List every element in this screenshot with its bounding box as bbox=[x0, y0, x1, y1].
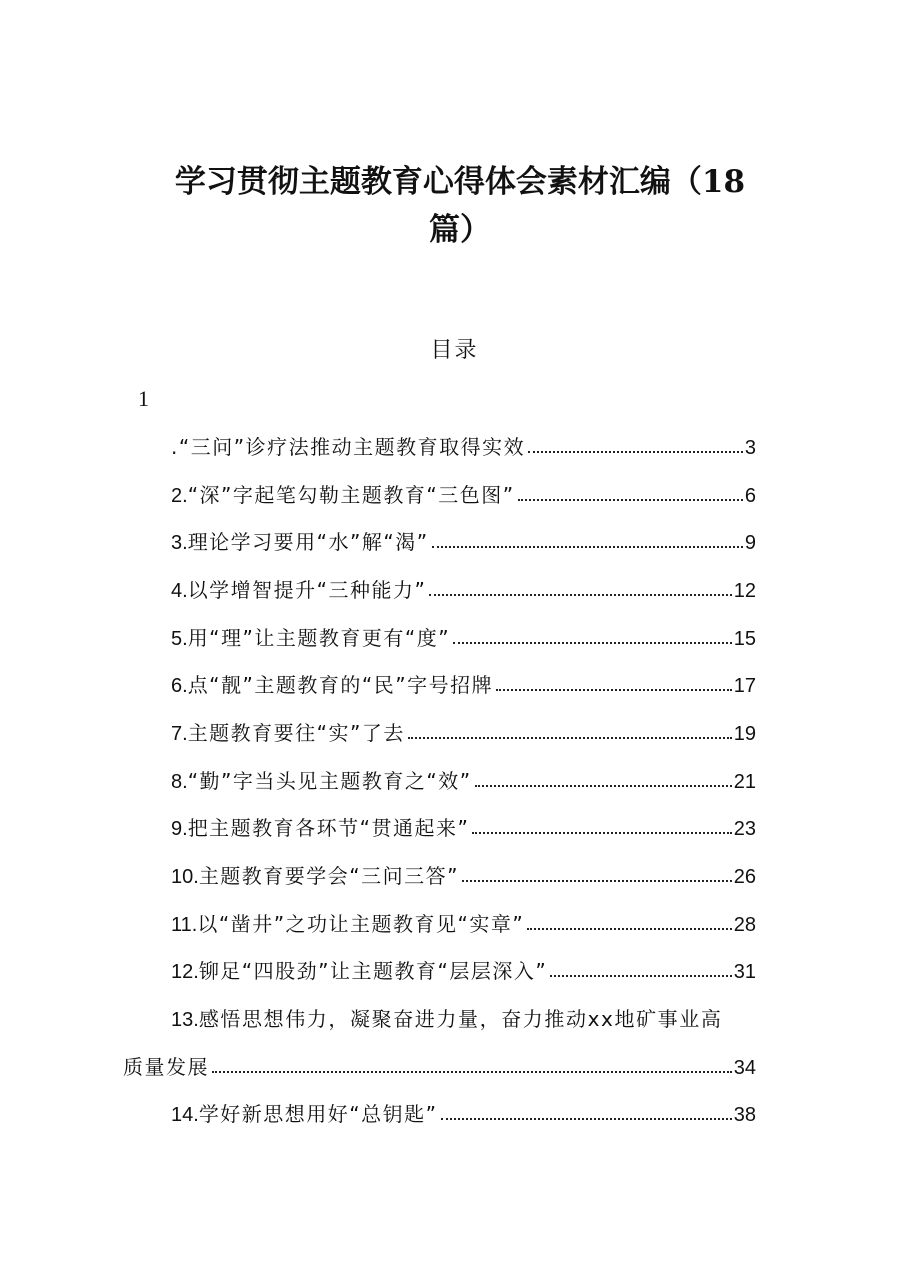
toc-entry-title: 学好新思想用好“总钥匙” bbox=[198, 1102, 438, 1126]
toc-entry-page: 9 bbox=[744, 532, 756, 554]
toc-entry-number: 2. bbox=[171, 485, 188, 507]
toc-entry-page: 31 bbox=[733, 961, 756, 983]
toc-entry-title: 点“靓”主题教育的“民”字号招牌 bbox=[187, 673, 494, 697]
toc-entry-number: 7. bbox=[171, 723, 188, 745]
toc-entry-8[interactable] bbox=[171, 766, 756, 796]
toc-entry-number: 4. bbox=[171, 580, 188, 602]
toc-leader-dots bbox=[527, 924, 731, 930]
toc-entry-2[interactable] bbox=[171, 480, 756, 510]
toc-leader-dots bbox=[518, 495, 743, 501]
toc-entry-6[interactable] bbox=[171, 670, 756, 700]
toc-entry-title: 用“理”让主题教育更有“度” bbox=[187, 626, 451, 650]
toc-entry-13-line-2[interactable] bbox=[123, 1052, 756, 1082]
toc-entry-title: 铆足“四股劲”让主题教育“层层深入” bbox=[198, 959, 548, 983]
toc-entry-11[interactable] bbox=[171, 909, 756, 939]
toc-entry-title: 以学增智提升“三种能力” bbox=[187, 578, 427, 602]
toc-entry-page: 23 bbox=[733, 818, 756, 840]
toc-entry-title-continued: 质量发展 bbox=[123, 1055, 209, 1079]
toc-entry-page: 15 bbox=[733, 628, 756, 650]
stray-number: 1 bbox=[138, 386, 149, 411]
toc-entry-number: 10. bbox=[171, 866, 199, 888]
toc-entry-title: 主题教育要往“实”了去 bbox=[187, 721, 405, 745]
toc-leader-dots bbox=[408, 733, 732, 739]
toc-entry-number: 5. bbox=[171, 628, 188, 650]
toc-entry-10[interactable] bbox=[171, 861, 756, 891]
toc-entry-page: 19 bbox=[733, 723, 756, 745]
toc-heading: 目录 bbox=[430, 338, 479, 363]
toc-entry-page: 38 bbox=[733, 1104, 756, 1126]
toc-entry-page: 6 bbox=[744, 485, 756, 507]
toc-entry-12[interactable] bbox=[171, 956, 756, 986]
toc-entry-title: 把主题教育各环节“贯通起来” bbox=[187, 816, 470, 840]
toc-entry-3[interactable] bbox=[171, 527, 756, 557]
toc-entry-number: 12. bbox=[171, 961, 199, 983]
toc-entry-number: 3. bbox=[171, 532, 188, 554]
toc-entry-title: 理论学习要用“水”解“渴” bbox=[187, 530, 429, 554]
toc-entry-title: .“三问”诊疗法推动主题教育取得实效 bbox=[171, 435, 526, 459]
toc-leader-dots bbox=[528, 447, 743, 453]
toc-leader-dots bbox=[475, 781, 732, 787]
toc-entry-page: 12 bbox=[733, 580, 756, 602]
toc-leader-dots bbox=[441, 1114, 732, 1120]
toc-entry-title: 主题教育要学会“三问三答” bbox=[198, 864, 460, 888]
toc-leader-dots bbox=[462, 876, 732, 882]
toc-entry-7[interactable] bbox=[171, 718, 756, 748]
toc-entry-9[interactable] bbox=[171, 813, 756, 843]
toc-entry-number: 9. bbox=[171, 818, 188, 840]
toc-entry-5[interactable] bbox=[171, 623, 756, 653]
toc-leader-dots bbox=[432, 542, 743, 548]
toc-entry-page: 28 bbox=[733, 914, 756, 936]
toc-entry-13-line-1[interactable] bbox=[171, 1004, 722, 1035]
toc-entry-14[interactable] bbox=[171, 1099, 756, 1129]
toc-leader-dots bbox=[212, 1067, 732, 1073]
toc-entry-page: 34 bbox=[733, 1057, 756, 1079]
toc-entry-page: 3 bbox=[744, 437, 756, 459]
title-line-1: 学习贯彻主题教育心得体会素材汇编（18 bbox=[174, 164, 746, 200]
toc-entry-title: 感悟思想伟力，凝聚奋进力量，奋力推动xx地矿事业高 bbox=[198, 1007, 723, 1031]
toc-entry-page: 21 bbox=[733, 771, 756, 793]
toc-leader-dots bbox=[550, 971, 731, 977]
toc-leader-dots bbox=[429, 590, 731, 596]
toc-entry-number: 6. bbox=[171, 675, 188, 697]
toc-entry-number: 11. bbox=[171, 914, 198, 936]
toc-entry-title: “勤”字当头见主题教育之“效” bbox=[187, 769, 472, 793]
toc-entry-number: 8. bbox=[171, 771, 188, 793]
toc-entry-1[interactable] bbox=[171, 432, 756, 462]
toc-entry-title: “深”字起笔勾勒主题教育“三色图” bbox=[187, 483, 515, 507]
toc-entry-page: 26 bbox=[733, 866, 756, 888]
toc-entry-4[interactable] bbox=[171, 575, 756, 605]
toc-entry-number: 13. bbox=[171, 1009, 199, 1031]
toc-leader-dots bbox=[472, 828, 731, 834]
document-title bbox=[130, 158, 790, 254]
toc-entry-page: 17 bbox=[733, 675, 756, 697]
toc-leader-dots bbox=[453, 638, 732, 644]
toc-leader-dots bbox=[496, 685, 732, 691]
toc-entry-number: 14. bbox=[171, 1104, 199, 1126]
toc-entry-title: 以“凿井”之功让主题教育见“实章” bbox=[197, 912, 525, 936]
title-line-2: 篇） bbox=[429, 212, 491, 248]
